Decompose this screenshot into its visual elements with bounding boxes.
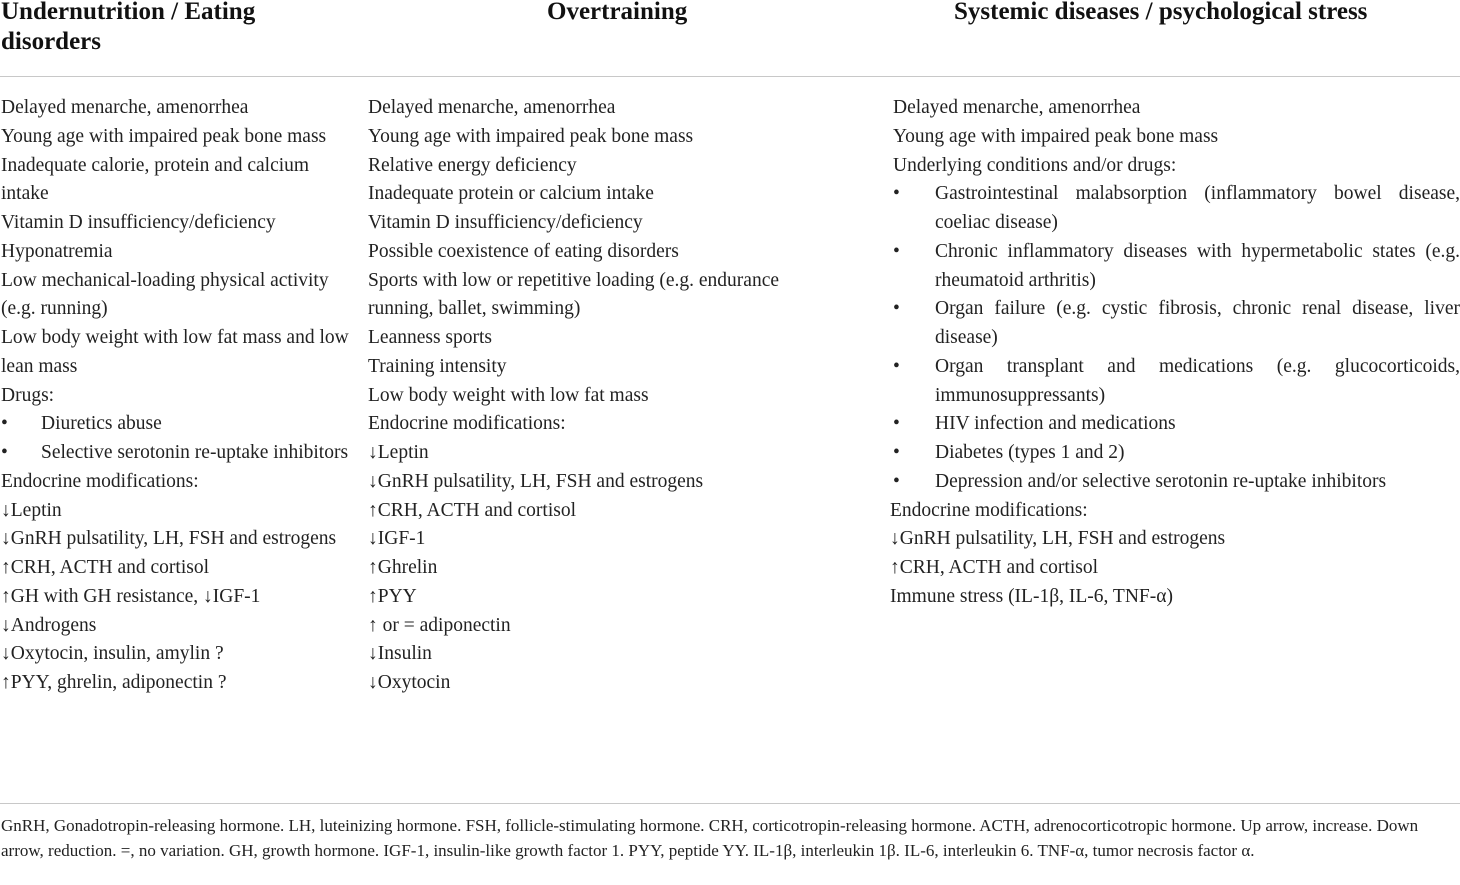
list-item: Endocrine modifications:	[1, 470, 199, 492]
list-item: ↓GnRH pulsatility, LH, FSH and estrogens	[1, 528, 337, 550]
bullet-icon: •	[893, 240, 900, 262]
list-item: ↑Ghrelin	[368, 557, 438, 578]
list-item-text: Gastrointestinal malabsorption (inflammatory bowel disease, coeliac disease)	[935, 183, 1460, 233]
list-item	[893, 410, 1460, 439]
list-item-text: Depression and/or selective serotonin re-uptake inhibitors	[935, 470, 1387, 492]
column-undernutrition	[1, 94, 351, 698]
list-item: Low body weight with low fat mass and low lean mass	[1, 327, 349, 377]
bullet-icon: •	[893, 183, 900, 205]
list-item-text: Chronic inflammatory diseases with hypermetabolic states (e.g. rheumatoid arthritis)	[935, 240, 1460, 291]
list-item-text: Organ transplant and medications (e.g. glucocorticoids, immunosuppressants)	[935, 355, 1460, 406]
list-item: Leanness sports	[368, 327, 493, 348]
bullet-icon: •	[893, 442, 900, 463]
list-item: ↑CRH, ACTH and cortisol	[890, 557, 1098, 578]
list-item: ↓Androgens	[1, 614, 97, 636]
list-item	[893, 353, 1460, 411]
list-item	[893, 439, 1460, 468]
list-item: Drugs:	[1, 384, 55, 406]
list-item: Training intensity	[368, 355, 507, 377]
list-item: Delayed menarche, amenorrhea	[893, 97, 1141, 118]
list-item: Vitamin D insufficiency/deficiency	[368, 212, 643, 233]
column-systemic-diseases	[890, 94, 1460, 612]
bullet-icon: •	[1, 413, 8, 435]
column-header-overtraining: Overtraining	[547, 0, 688, 25]
list-item	[893, 238, 1460, 296]
column-header-undernutrition: Undernutrition / Eating disorders	[1, 0, 256, 55]
list-item: Low body weight with low fat mass	[368, 384, 649, 406]
list-item-text: Diabetes (types 1 and 2)	[935, 442, 1125, 463]
list-item-text: HIV infection and medications	[935, 413, 1176, 435]
list-item: ↑PYY, ghrelin, adiponectin ?	[1, 672, 227, 693]
list-item: Hyponatremia	[1, 240, 113, 262]
list-item: ↓Oxytocin	[368, 672, 451, 693]
list-item: Vitamin D insufficiency/deficiency	[1, 212, 276, 233]
list-item: ↑ or = adiponectin	[368, 614, 511, 636]
list-item: Endocrine modifications:	[890, 499, 1088, 521]
bullet-icon: •	[893, 413, 900, 435]
bullet-icon: •	[893, 355, 900, 377]
list-item: ↓GnRH pulsatility, LH, FSH and estrogens	[368, 470, 704, 492]
list-item: ↓IGF-1	[368, 528, 426, 550]
list-item-text: Diuretics abuse	[41, 413, 162, 435]
list-item-text: Organ failure (e.g. cystic fibrosis, chronic renal disease, liver disease)	[935, 298, 1460, 348]
table-header-row	[0, 0, 1460, 76]
header-divider	[0, 76, 1460, 77]
list-item: ↓Leptin	[368, 442, 429, 463]
list-item: ↓GnRH pulsatility, LH, FSH and estrogens	[890, 528, 1226, 550]
list-item: ↓Insulin	[368, 643, 432, 665]
bullet-icon: •	[893, 298, 900, 320]
list-item-text: Selective serotonin re-uptake inhibitors	[41, 442, 349, 463]
list-item: ↓Oxytocin, insulin, amylin ?	[1, 643, 224, 665]
list-item: Young age with impaired peak bone mass	[1, 125, 327, 147]
table-footnote: GnRH, Gonadotropin-releasing hormone. LH, luteinizing hormone. FSH, follicle-stimulating hormone. CRH, corticotropin-releasing hormone. ACTH, adrenocorticotropic hormone. Up arrow, increase. Down arrow, reduction. =, no variation. GH, growth hormone. IGF-1, insulin-like growth factor 1. PYY, peptide YY. IL-1β, interleukin 1β. IL-6, interleukin 6. TNF-α, tumor necrosis factor α.	[1, 816, 1419, 860]
list-item: Inadequate calorie, protein and calcium intake	[1, 154, 310, 205]
list-item: ↑GH with GH resistance, ↓IGF-1	[1, 585, 261, 607]
list-item	[1, 410, 351, 439]
list-item: Inadequate protein or calcium intake	[368, 183, 654, 205]
bullet-icon: •	[893, 470, 900, 492]
column-header-systemic-diseases: Systemic diseases / psychological stress	[954, 0, 1368, 25]
footer-divider	[0, 803, 1460, 804]
list-item: Underlying conditions and/or drugs:	[893, 154, 1177, 176]
list-item: ↑PYY	[368, 585, 417, 607]
list-item	[1, 439, 351, 468]
list-item: Delayed menarche, amenorrhea	[1, 97, 249, 118]
column-overtraining	[368, 94, 828, 698]
list-item: Possible coexistence of eating disorders	[368, 240, 679, 262]
list-item: Relative energy deficiency	[368, 154, 577, 176]
list-item: ↓Leptin	[1, 499, 62, 521]
list-item: ↑CRH, ACTH and cortisol	[368, 499, 576, 521]
list-item: Delayed menarche, amenorrhea	[368, 97, 616, 118]
list-item: Young age with impaired peak bone mass	[368, 125, 694, 147]
list-item	[893, 468, 1460, 497]
list-item	[893, 295, 1460, 353]
list-item: Immune stress (IL-1β, IL-6, TNF-α)	[890, 585, 1173, 607]
list-item: Sports with low or repetitive loading (e.g. endurance running, ballet, swimming)	[368, 269, 780, 320]
list-item: Low mechanical-loading physical activity (e.g. running)	[1, 269, 329, 320]
list-item: Endocrine modifications:	[368, 413, 566, 435]
list-item: Young age with impaired peak bone mass	[893, 125, 1219, 147]
bullet-icon: •	[1, 442, 8, 463]
list-item	[893, 180, 1460, 238]
list-item: ↑CRH, ACTH and cortisol	[1, 557, 209, 578]
